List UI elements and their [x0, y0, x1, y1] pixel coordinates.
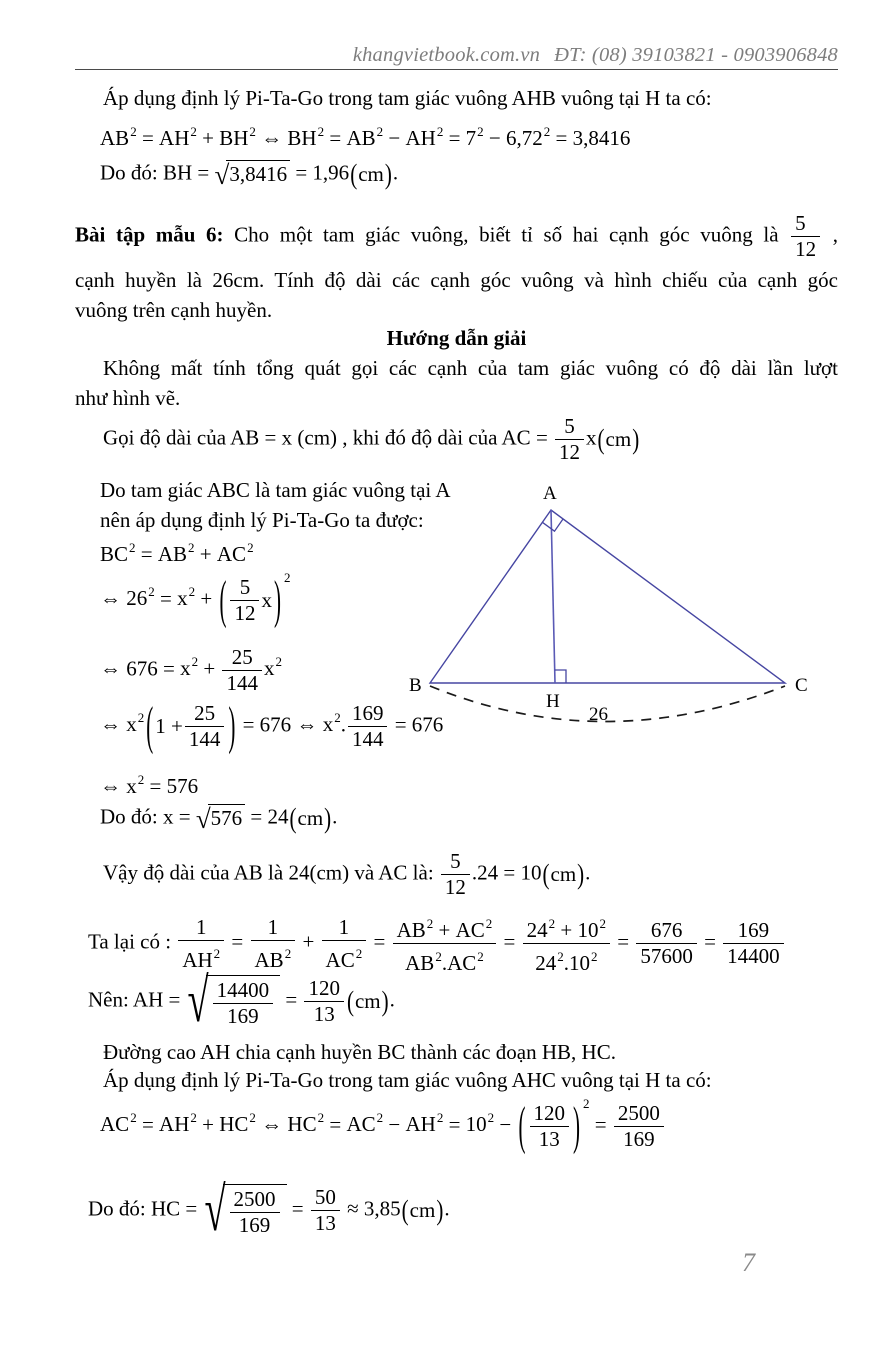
- right-angle-mark-h: [555, 670, 566, 683]
- exercise6-line2: cạnh huyền là 26cm. Tính độ dài các cạnh góc vuông và hình chiếu của cạnh góc: [75, 268, 838, 292]
- exercise6-line3: vuông trên cạnh huyền.: [75, 298, 273, 322]
- altitude-ah: [551, 510, 555, 683]
- triangle-abc: [430, 510, 785, 683]
- solution-heading: Hướng dẫn giải: [386, 326, 527, 350]
- paragraph-pitago-ahc: Áp dụng định lý Pi-Ta-Go trong tam giác vuông AHC vuông tại H ta có:: [103, 1068, 712, 1092]
- paragraph-apply-pitago: nên áp dụng định lý Pi-Ta-Go ta được:: [100, 508, 424, 532]
- right-angle-mark-a: [542, 519, 563, 531]
- equation-ac2-hc2: $AC^2 = AH^2 + HC^2$ ⇔ $HC^2 = AC^2 - AH^2 = 10^2$ − ( $\frac{120}{13}$ ) 2 = $\frac{2500}{169}$: [100, 1102, 666, 1151]
- paragraph-duong-cao: Đường cao AH chia cạnh huyền BC thành các đoạn HB, HC.: [103, 1040, 616, 1064]
- equation-ta-lai-co: Ta lại có : $\frac{1}{AH^2}$ = $\frac{1}{AB^2}$ + $\frac{1}{AC^2}$ = $\frac{AB^2 + AC^2}{AB^2.AC^2}$ = $\frac{24^2 + 10^2}{24^2.10^2}$ = $\frac{676}{57600}$ = $\frac{169}{14400}$: [88, 912, 786, 975]
- triangle-figure: [403, 475, 827, 747]
- equation-x2-169-144: ⇔ $x^2$ ( 1 + $\frac{25}{144}$ ) = 676 ⇔ $x^2$. $\frac{169}{144}$ = 676: [100, 695, 444, 756]
- paragraph-generality-line2: như hình vẽ.: [75, 386, 181, 410]
- page-header: [75, 44, 838, 67]
- equation-26-squared: ⇔ $26^2 = x^2$ + ( $\frac{5}{12}$ x ) 2: [100, 569, 291, 630]
- equation-x-24: Do đó: x = √576 = 24 ( cm ) .: [100, 801, 338, 835]
- paragraph-triangle-right-a: Do tam giác ABC là tam giác vuông tại A: [100, 478, 451, 502]
- equation-676: ⇔ $676 = x^2$ + $\frac{25}{144}$ $x^2$: [100, 645, 282, 695]
- triangle-diagram: [403, 475, 827, 747]
- paragraph-pitago-ahb: Áp dụng định lý Pi-Ta-Go trong tam giác vuông AHB vuông tại H ta có:: [103, 86, 712, 110]
- vertex-label-b: B: [409, 675, 422, 696]
- equation-hc-result: Do đó: HC = √ $\frac{2500}{169}$ = $\frac{50}{13}$ ≈ 3,85 ( cm ) .: [88, 1176, 450, 1245]
- equation-ab2-ah2-bh2: $AB^2 = AH^2 + BH^2$ ⇔ $BH^2 = AB^2 - AH^2 = 7^2 - 6,72^2 = 3,8416$: [100, 124, 631, 150]
- equation-bh-result: Do đó: BH = √3,8416 = 1,96 ( cm ) .: [100, 157, 399, 191]
- equation-bc2: $BC^2 = AB^2 + AC^2$: [100, 540, 254, 566]
- paragraph-generality-line1: Không mất tính tổng quát gọi các cạnh của tam giác vuông có độ dài lần lượt: [103, 356, 838, 380]
- header-phone-text: ĐT: (08) 39103821 - 0903906848: [554, 44, 838, 66]
- vertex-label-a: A: [543, 483, 557, 504]
- equation-x2-576: ⇔ $x^2 = 576$: [100, 772, 199, 798]
- equation-goi-do-dai: Gọi độ dài của AB = x (cm) , khi đó độ dài của AC = $\frac{5}{12}$ x ( cm ): [103, 414, 640, 464]
- page-number: 7: [742, 1248, 755, 1277]
- arc-length-label: 26: [589, 704, 608, 725]
- equation-ah-result: Nên: AH = √ $\frac{14400}{169}$ = $\frac{120}{13}$ ( cm ) .: [88, 967, 395, 1036]
- foot-label-h: H: [546, 691, 560, 712]
- vertex-label-c: C: [795, 675, 808, 696]
- exercise6-line1: Bài tập mẫu 6: Cho một tam giác vuông, biết tỉ số hai cạnh góc vuông là $\frac{5}{12}$ ,: [75, 211, 839, 261]
- equation-vay-do-dai: Vậy độ dài của AB là 24(cm) và AC là: $\frac{5}{12}$ .24 = 10 ( cm ) .: [103, 849, 591, 899]
- header-site-text: khangvietbook.com.vn: [352, 44, 541, 66]
- header-divider: [75, 69, 838, 70]
